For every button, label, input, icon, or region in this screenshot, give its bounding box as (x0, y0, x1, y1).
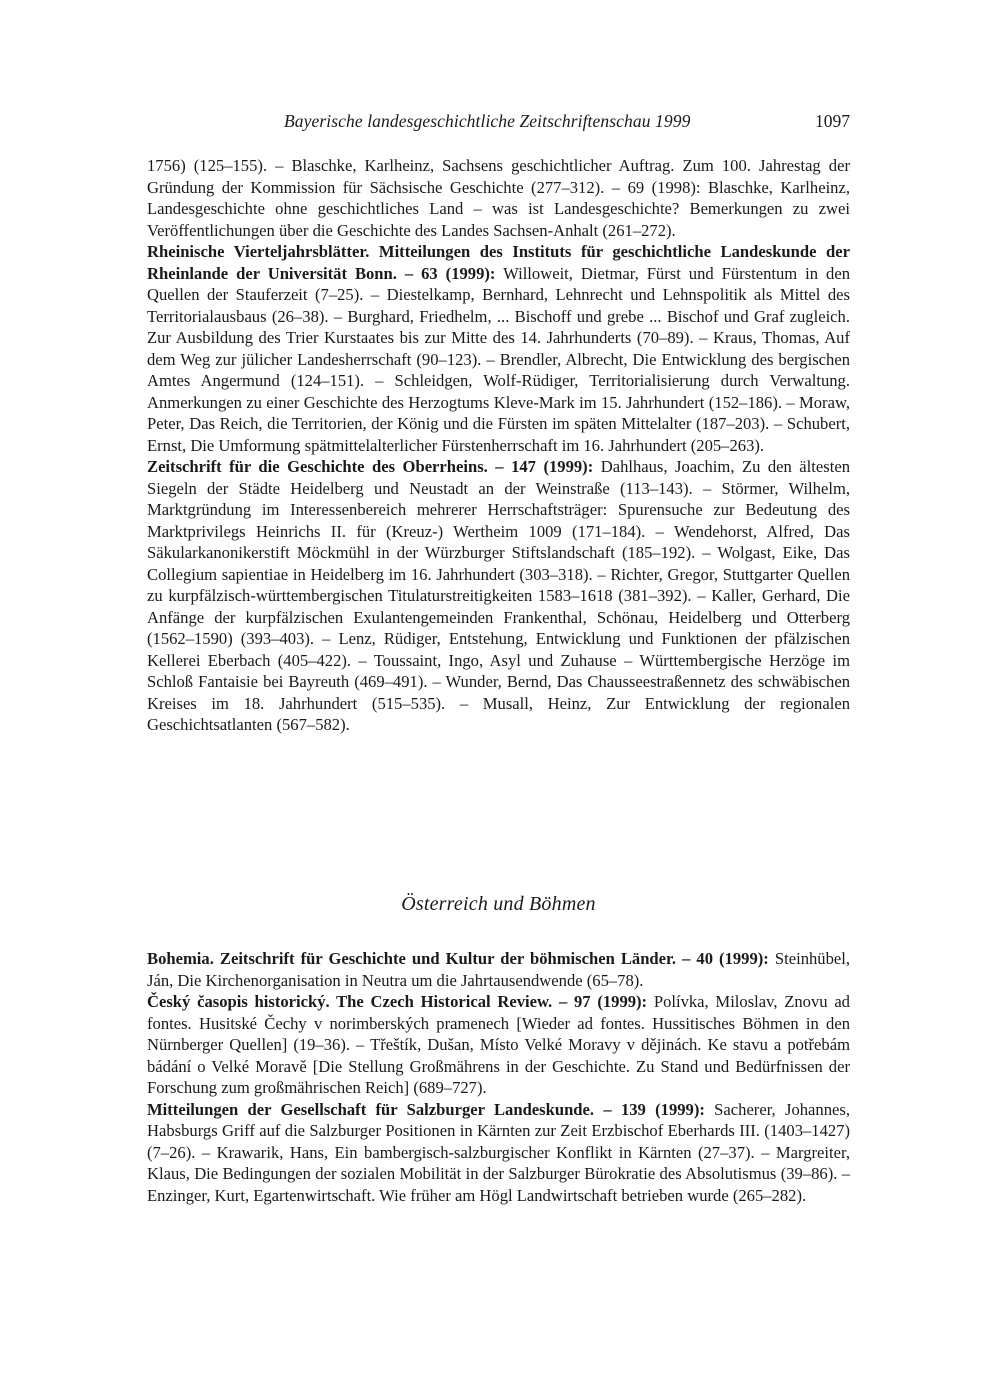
entry-text: Dahlhaus, Joachim, Zu den ältesten Siegeln der Städte Heidelberg und Neustadt an der Weinstraße (113–143). – Störmer, Wilhelm, Marktgründung im Interessenbereich mehrerer Herrschaftsträger: Spurensuche zur Bedeutung des Marktprivilegs Heinrichs II. für (Kreuz-) Wertheim 1009 (171–184). – Wendehorst, Alfred, Das Säkularkanonikerstift Möckmühl in der Würzburger Stiftslandschaft (185–192). – Wolgast, Eike, Das Collegium sapientiae in Heidelberg im 16. Jahrhundert (303–318). – Richter, Gregor, Stuttgarter Quellen zu kurpfälzisch-württembergischen Titulaturstreitigkeiten 1583–1618 (381–392). – Kaller, Gerhard, Die Anfänge der kurpfälzischen Exulantengemeinden Frankenthal, Schönau, Heidelberg und Otterberg (1562–1590) (393–403). – Lenz, Rüdiger, Entstehung, Entwicklung und Funktionen der pfälzischen Kellerei Eberbach (405–422). – Toussaint, Ingo, Asyl und Zuhause – Württembergische Herzöge im Schloß Fantaisie bei Bayreuth (469–491). – Wunder, Bernd, Das Chausseestraßennetz des schwäbischen Kreises im 18. Jahrhundert (515–535). – Musall, Heinz, Zur Entwicklung der regionalen Geschichtsatlanten (567–582). (147, 457, 850, 734)
journal-entry-rheinische-vierteljahrsblaetter (147, 241, 850, 456)
entry-text: Willoweit, Dietmar, Fürst und Fürstentum in den Quellen der Stauferzeit (7–25). – Diestelkamp, Bernhard, Lehnrecht und Lehnspolitik als Mittel des Territorialausbaus (26–38). – Burghard, Friedhelm, ... Bischoff und grebe ... Bischof und Graf zugleich. Zur Ausbildung des Trier Kurstaates bis zur Mitte des 14. Jahrhunderts (70–89). – Kraus, Thomas, Auf dem Weg zur jülicher Landesherrschaft (90–123). – Brendler, Albrecht, Die Entwicklung des bergischen Amtes Angermund (124–151). – Schleidgen, Wolf-Rüdiger, Territorialisierung durch Verwaltung. Anmerkungen zu einer Geschichte des Herzogtums Kleve-Mark im 15. Jahrhundert (152–186). – Moraw, Peter, Das Reich, die Territorien, der König und die Fürsten im späten Mittelalter (187–203). – Schubert, Ernst, Die Umformung spätmittelalterlicher Fürstenherrschaft im 16. Jahrhundert (205–263). (147, 263, 850, 455)
journal-entry-cesky-casopis (147, 991, 850, 1099)
running-head (200, 111, 850, 135)
journal-entry-zeitschrift-oberrhein (147, 456, 850, 736)
bibliography-block-2 (147, 948, 850, 1206)
entry-text: Polívka, Miloslav, Znovu ad fontes. Husitské Čechy v norimberských pramenech [Wieder ad fontes. Hussitisches Böhmen in den Nürnberger Quellen] (19–36). – Třeštík, Dušan, Místo Velké Moravy v dějinách. Ke stavu a potřebám bádání o Velké Moravě [Die Stellung Großmährens in der Geschichte. Zu Stand und Bedürfnissen der Forschung zum großmährischen Reich] (689–727). (147, 992, 850, 1097)
entry-text: Steinhübel, Ján, Die Kirchenorganisation in Neutra um die Jahrtausendwende (65–78). (147, 949, 851, 990)
journal-title: Rheinische Vierteljahrsblätter. Mitteilungen des Instituts für geschichtliche Landeskunde der Rheinlande der Universität Bonn. – 63 (1999): (147, 242, 850, 283)
journal-entry-bohemia (147, 948, 850, 991)
section-heading: Österreich und Böhmen (401, 893, 596, 915)
page-number: 1097 (815, 111, 850, 131)
journal-title: Bohemia. Zeitschrift für Geschichte und Kultur der böhmischen Länder. – 40 (1999): (147, 949, 769, 968)
journal-title: Mitteilungen der Gesellschaft für Salzburger Landeskunde. – 139 (1999): (147, 1099, 705, 1119)
journal-title: Zeitschrift für die Geschichte des Oberrheins. – 147 (1999): (147, 457, 594, 476)
continuation-entry: 1756) (125–155). – Blaschke, Karlheinz, Sachsens geschichtlicher Auftrag. Zum 100. Jahrestag der Gründung der Kommission für Sächsische Geschichte (277–312). – 69 (1998): Blaschke, Karlheinz, Landesgeschichte ohne geschichtliches Land – was ist Landesgeschichte? Bemerkungen zu zwei Veröffentlichungen über die Geschichte des Landes Sachsen-Anhalt (261–272). (147, 156, 850, 240)
running-title: Bayerische landesgeschichtliche Zeitschriftenschau 1999 (284, 111, 691, 131)
entry-text: Sacherer, Johannes, Habsburgs Griff auf die Salzburger Positionen in Kärnten zur Zeit Erzbischof Eberhards III. (1403–1427) (7–26). – Krawarik, Hans, Ein bambergisch-salzburgischer Konflikt in Kärnten (27–37). – Margreiter, Klaus, Die Bedingungen der sozialen Mobilität in der Salzburger Bürokratie des Absolutismus (39–86). – Enzinger, Kurt, Egartenwirtschaft. Wie früher am Högl Landwirtschaft betrieben wurde (265–282). (147, 1099, 850, 1205)
journal-entry-salzburger-landeskunde (147, 1099, 850, 1207)
journal-title: Český časopis historický. The Czech Historical Review. – 97 (1999): (147, 992, 648, 1011)
bibliography-block-1 (147, 155, 850, 736)
